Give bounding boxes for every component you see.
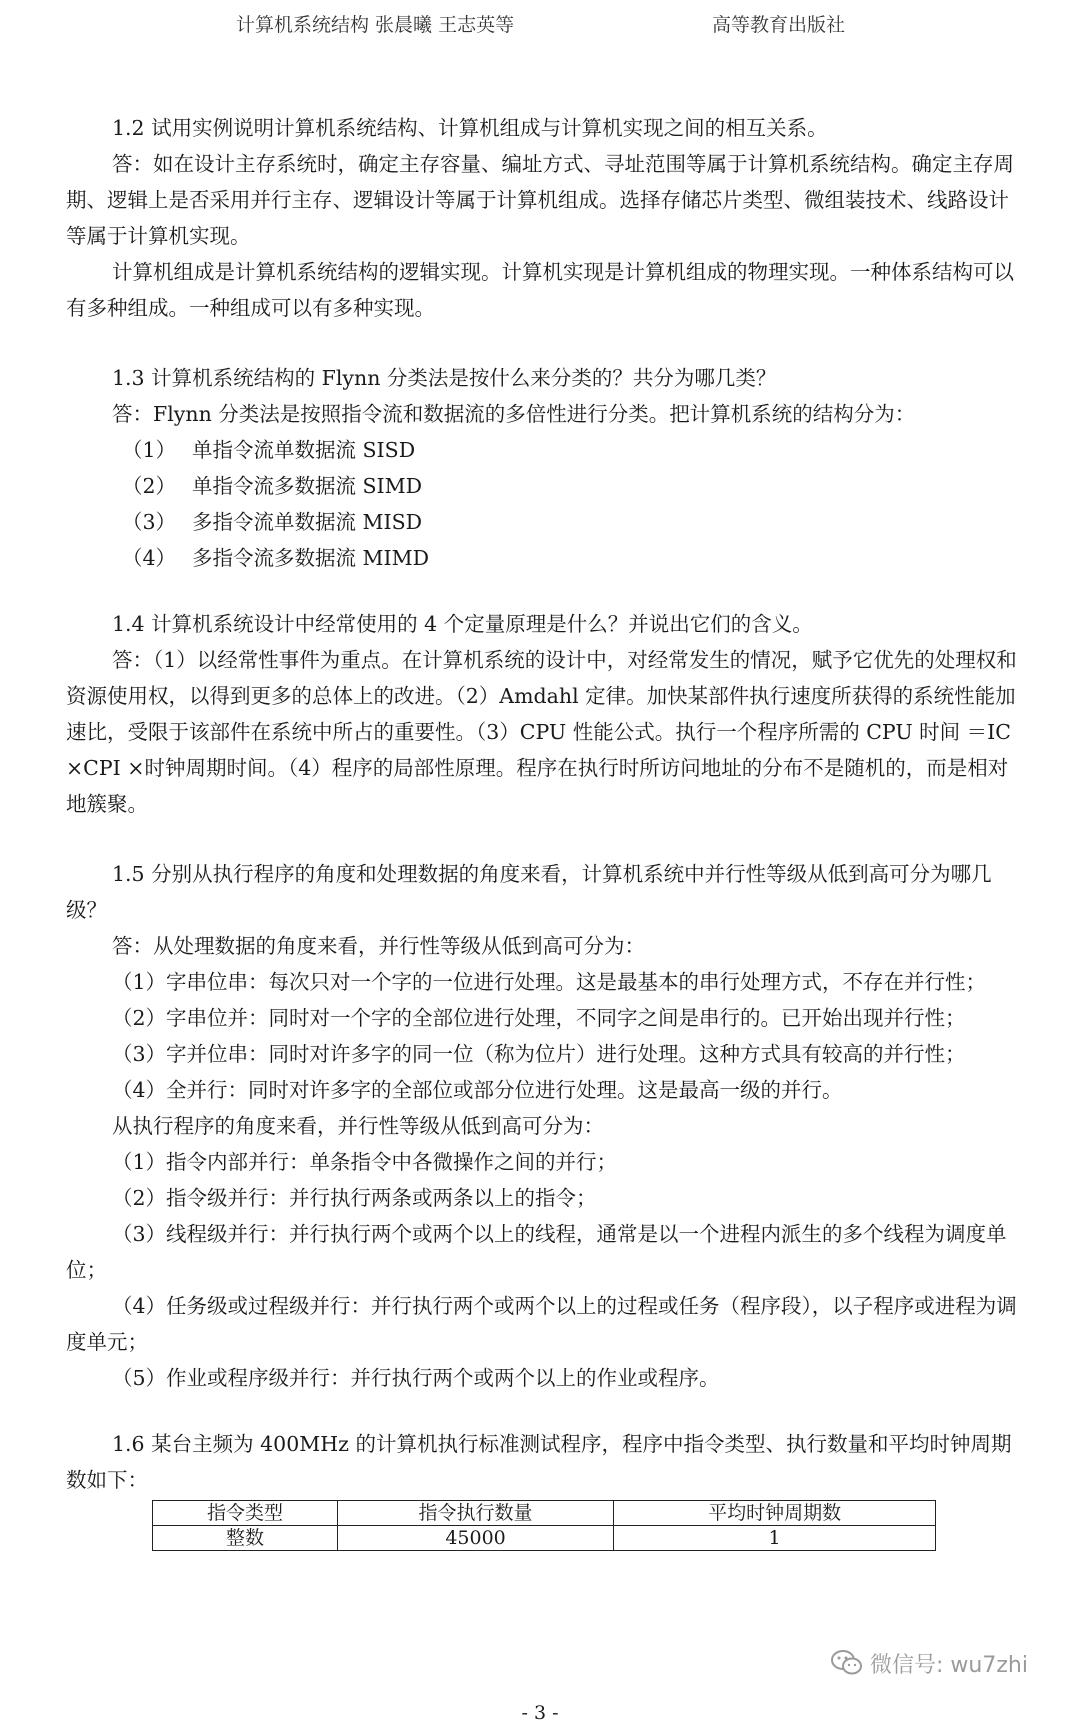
- answer-paragraph: （2）字串位并：同时对一个字的全部位进行处理，不同字之间是串行的。已开始出现并行性；: [112, 1006, 966, 1030]
- table-cell: 1: [614, 1526, 936, 1551]
- watermark: [830, 1646, 1028, 1680]
- question-text: 1.3 计算机系统结构的 Flynn 分类法是按什么来分类的？共分为哪几类？: [112, 366, 777, 390]
- list-item: （1） 单指令流单数据流 SISD: [122, 438, 416, 462]
- question-text: 1.2 试用实例说明计算机系统结构、计算机组成与计算机实现之间的相互关系。: [112, 116, 828, 140]
- answer-paragraph: 答：如在设计主存系统时，确定主存容量、编址方式、寻址范围等属于计算机系统结构。确定主存周期、逻辑上是否采用并行主存、逻辑设计等属于计算机组成。选择存储芯片类型、微组装技术、线路设计等属于计算机实现。: [66, 152, 1014, 248]
- question-1-4: [66, 606, 1026, 822]
- answer-paragraph: （1）指令内部并行：单条指令中各微操作之间的并行；: [112, 1150, 618, 1174]
- answer-paragraph: 答：（1）以经常性事件为重点。在计算机系统的设计中，对经常发生的情况，赋予它优先的处理权和资源使用权，以得到更多的总体上的改进。（2）Amdahl 定律。加快某部件执行速度所获得的系统性能加速比，受限于该部件在系统中所占的重要性。（3）CPU 性能公式。执行一个程序所需的 CPU 时间 ＝IC ×CPI ×时钟周期时间。（4）程序的局部性原理。程序在执行时所访问地址的分布不是随机的，而是相对地簇聚。: [66, 648, 1017, 816]
- table-header-cell: 指令类型: [153, 1501, 338, 1526]
- answer-paragraph: （1）字串位串：每次只对一个字的一位进行处理。这是最基本的串行处理方式，不存在并行性；: [112, 970, 987, 994]
- answer-paragraph: （3）字并位串：同时对许多字的同一位（称为位片）进行处理。这种方式具有较高的并行性；: [112, 1042, 966, 1066]
- wechat-icon: [830, 1648, 864, 1678]
- page-header: [0, 10, 1080, 40]
- question-text: 1.5 分别从执行程序的角度和处理数据的角度来看，计算机系统中并行性等级从低到高可分为哪几级？: [66, 862, 992, 922]
- question-1-2: [66, 110, 1026, 326]
- table-row: [153, 1526, 936, 1551]
- question-1-5: [66, 856, 1026, 1396]
- answer-paragraph: （2）指令级并行：并行执行两条或两条以上的指令；: [112, 1186, 597, 1210]
- list-item: （3） 多指令流单数据流 MISD: [122, 510, 423, 534]
- header-book-title: 计算机系统结构 张晨曦 王志英等: [236, 14, 515, 36]
- answer-paragraph: （5）作业或程序级并行：并行执行两个或两个以上的作业或程序。: [112, 1366, 720, 1390]
- table-cell: 45000: [337, 1526, 613, 1551]
- table-header-cell: 指令执行数量: [337, 1501, 613, 1526]
- question-1-6: [66, 1426, 1026, 1551]
- table-header-row: [153, 1501, 936, 1526]
- list-item: （4） 多指令流多数据流 MIMD: [122, 546, 430, 570]
- question-text: 1.6 某台主频为 400MHz 的计算机执行标准测试程序，程序中指令类型、执行数量和平均时钟周期数如下：: [66, 1432, 1012, 1492]
- instruction-table: [152, 1500, 936, 1551]
- table-cell: 整数: [153, 1526, 338, 1551]
- answer-paragraph: 从执行程序的角度来看，并行性等级从低到高可分为：: [112, 1114, 604, 1138]
- table-header-cell: 平均时钟周期数: [614, 1501, 936, 1526]
- answer-paragraph: （4）全并行：同时对许多字的全部位或部分位进行处理。这是最高一级的并行。: [112, 1078, 843, 1102]
- question-text: 1.4 计算机系统设计中经常使用的 4 个定量原理是什么？并说出它们的含义。: [112, 612, 813, 636]
- list-item: （2） 单指令流多数据流 SIMD: [122, 474, 423, 498]
- answer-paragraph: （3）线程级并行：并行执行两个或两个以上的线程，通常是以一个进程内派生的多个线程为调度单位；: [66, 1222, 1007, 1282]
- page-number: - 3 -: [521, 1702, 559, 1724]
- answer-paragraph: 答：Flynn 分类法是按照指令流和数据流的多倍性进行分类。把计算机系统的结构分为：: [112, 402, 916, 426]
- page-content: [66, 110, 1026, 1551]
- answer-paragraph: 答：从处理数据的角度来看，并行性等级从低到高可分为：: [112, 934, 645, 958]
- header-publisher: 高等教育出版社: [712, 14, 846, 36]
- answer-paragraph: 计算机组成是计算机系统结构的逻辑实现。计算机实现是计算机组成的物理实现。一种体系结构可以有多种组成。一种组成可以有多种实现。: [66, 260, 1014, 320]
- watermark-text: 微信号: wu7zhi: [870, 1652, 1028, 1678]
- question-1-3: [66, 360, 1026, 576]
- answer-paragraph: （4）任务级或过程级并行：并行执行两个或两个以上的过程或任务（程序段），以子程序或进程为调度单元；: [66, 1294, 1017, 1354]
